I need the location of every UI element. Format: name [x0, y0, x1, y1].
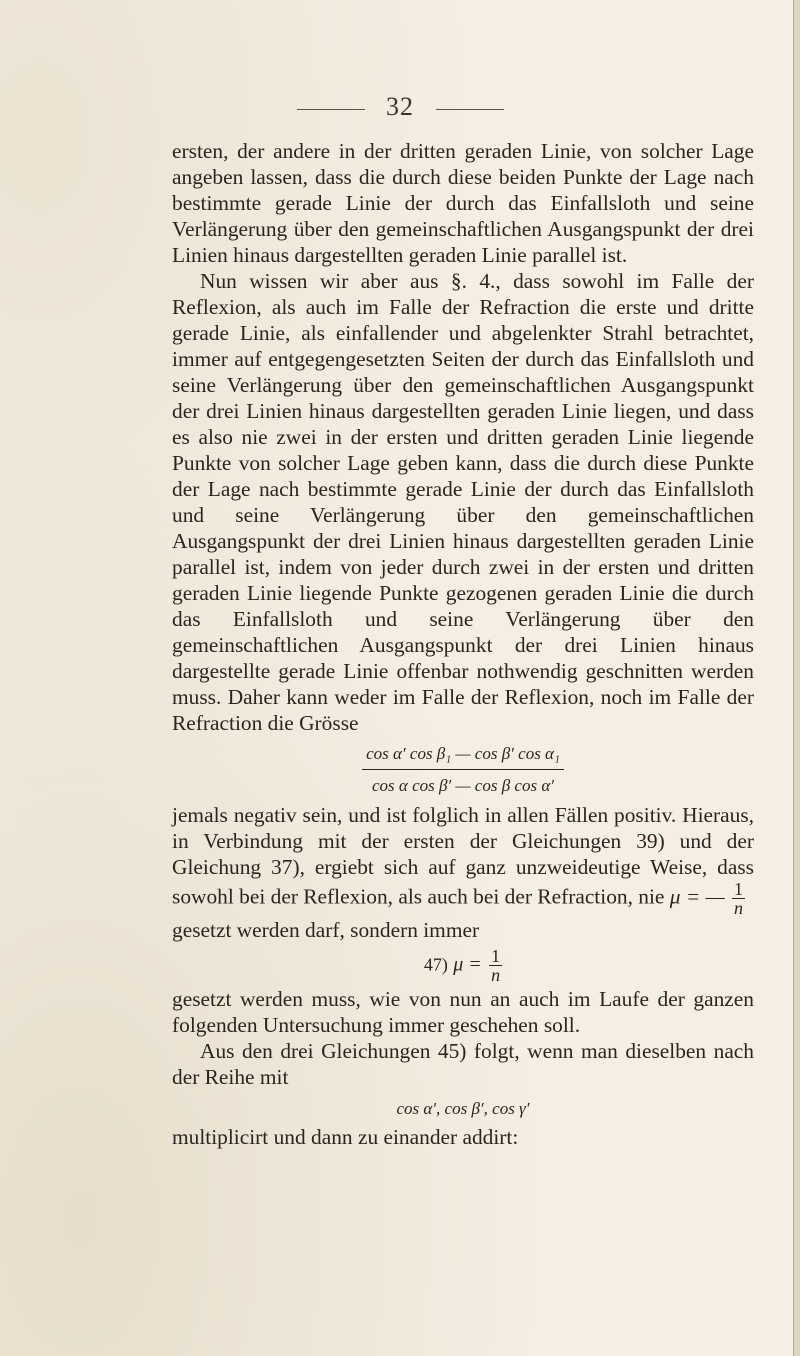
header-rule-right [436, 109, 504, 110]
fraction-numerator: cos α′ cos β₁ — cos β′ cos α₁ [362, 741, 564, 770]
body-text [172, 138, 754, 1150]
fraction-expression [172, 741, 754, 799]
cos-row: cos α′, cos β′, cos γ′ [396, 1099, 530, 1118]
fraction-denominator: cos α cos β′ — cos β cos α′ [372, 776, 554, 795]
paragraph-5: Aus den drei Gleichungen 45) folgt, wenn man dieselben nach der Reihe mit [172, 1039, 754, 1089]
page-edge [793, 0, 800, 1356]
page-number: 32 [386, 92, 414, 121]
line-after-inline: gesetzt werden darf, sondern immer [172, 918, 480, 942]
header-rule-left [297, 109, 365, 110]
paragraph-3-text: jemals negativ sein, und ist folglich in allen Fällen positiv. Hieraus, in Verbindung mit der ersten der Gleichungen 39) und der Gleichung 37), ergiebt sich auf ganz unzweideutige Weise, dass sowohl bei der Reflexion, als auch bei der Refraction, nie [172, 803, 754, 909]
paragraph-2: Nun wissen wir aber aus §. 4., dass sowohl im Falle der Reflexion, als auch im Falle der Refraction die erste und dritte gerade Linie, als einfallender und abgelenkter Strahl betrachtet, immer auf entgegengesetzten Seiten der durch das Einfallsloth und seine Verlängerung über den gemeinschaftlichen Ausgangspunkt der drei Linien hinaus dargestellten geraden Linie liegen, und dass es also nie zwei in der ersten und dritten geraden Linie liegende Punkte von solcher Lage geben kann, dass die durch diese Punkte der Lage nach bestimmte gerade Linie der durch das Einfallsloth und seine Verlängerung über den gemeinschaftlichen Ausgangspunkt der drei Linien hinaus dargestellten geraden Linie parallel ist, indem von jeder durch zwei in der ersten und dritten geraden Linie liegende Punkte gezogenen geraden Linie die durch das Einfallsloth und seine Verlängerung über den gemeinschaftlichen Ausgangspunkt der drei Linien hinaus dargestellte gerade Linie offenbar nothwendig geschnitten werden muss. Daher kann weder im Falle der Reflexion, noch im Falle der Refraction die Grösse [172, 269, 754, 735]
equation-47-fraction [489, 947, 502, 984]
equation-47-denominator: n [491, 965, 501, 985]
equation-47-lhs: μ = [453, 953, 482, 976]
equation-47-numerator: 1 [491, 946, 501, 966]
page-header [0, 92, 800, 122]
paragraph-4: gesetzt werden muss, wie von nun an auch im Laufe der ganzen folgenden Untersuchung immer geschehen soll. [172, 987, 754, 1037]
paragraph-3 [172, 802, 754, 917]
inline-fraction-denominator: n [734, 898, 744, 918]
inline-fraction [732, 880, 745, 917]
paragraph-1: ersten, der andere in der dritten geraden Linie, von solcher Lage angeben lassen, dass die durch diese beiden Punkte der Lage nach bestimmte gerade Linie der durch das Einfallsloth und seine Verlängerung über den gemeinschaftlichen Ausgangspunkt der drei Linien hinaus dargestellten geraden Linie parallel ist. [172, 139, 754, 267]
inline-fraction-numerator: 1 [734, 879, 744, 899]
equation-47-label: 47) [423, 954, 448, 975]
equation-47 [172, 947, 754, 984]
last-line: multiplicirt und dann zu einander addirt: [172, 1125, 519, 1149]
inline-equation-lhs: μ = — [669, 884, 725, 909]
fraction [362, 741, 564, 799]
